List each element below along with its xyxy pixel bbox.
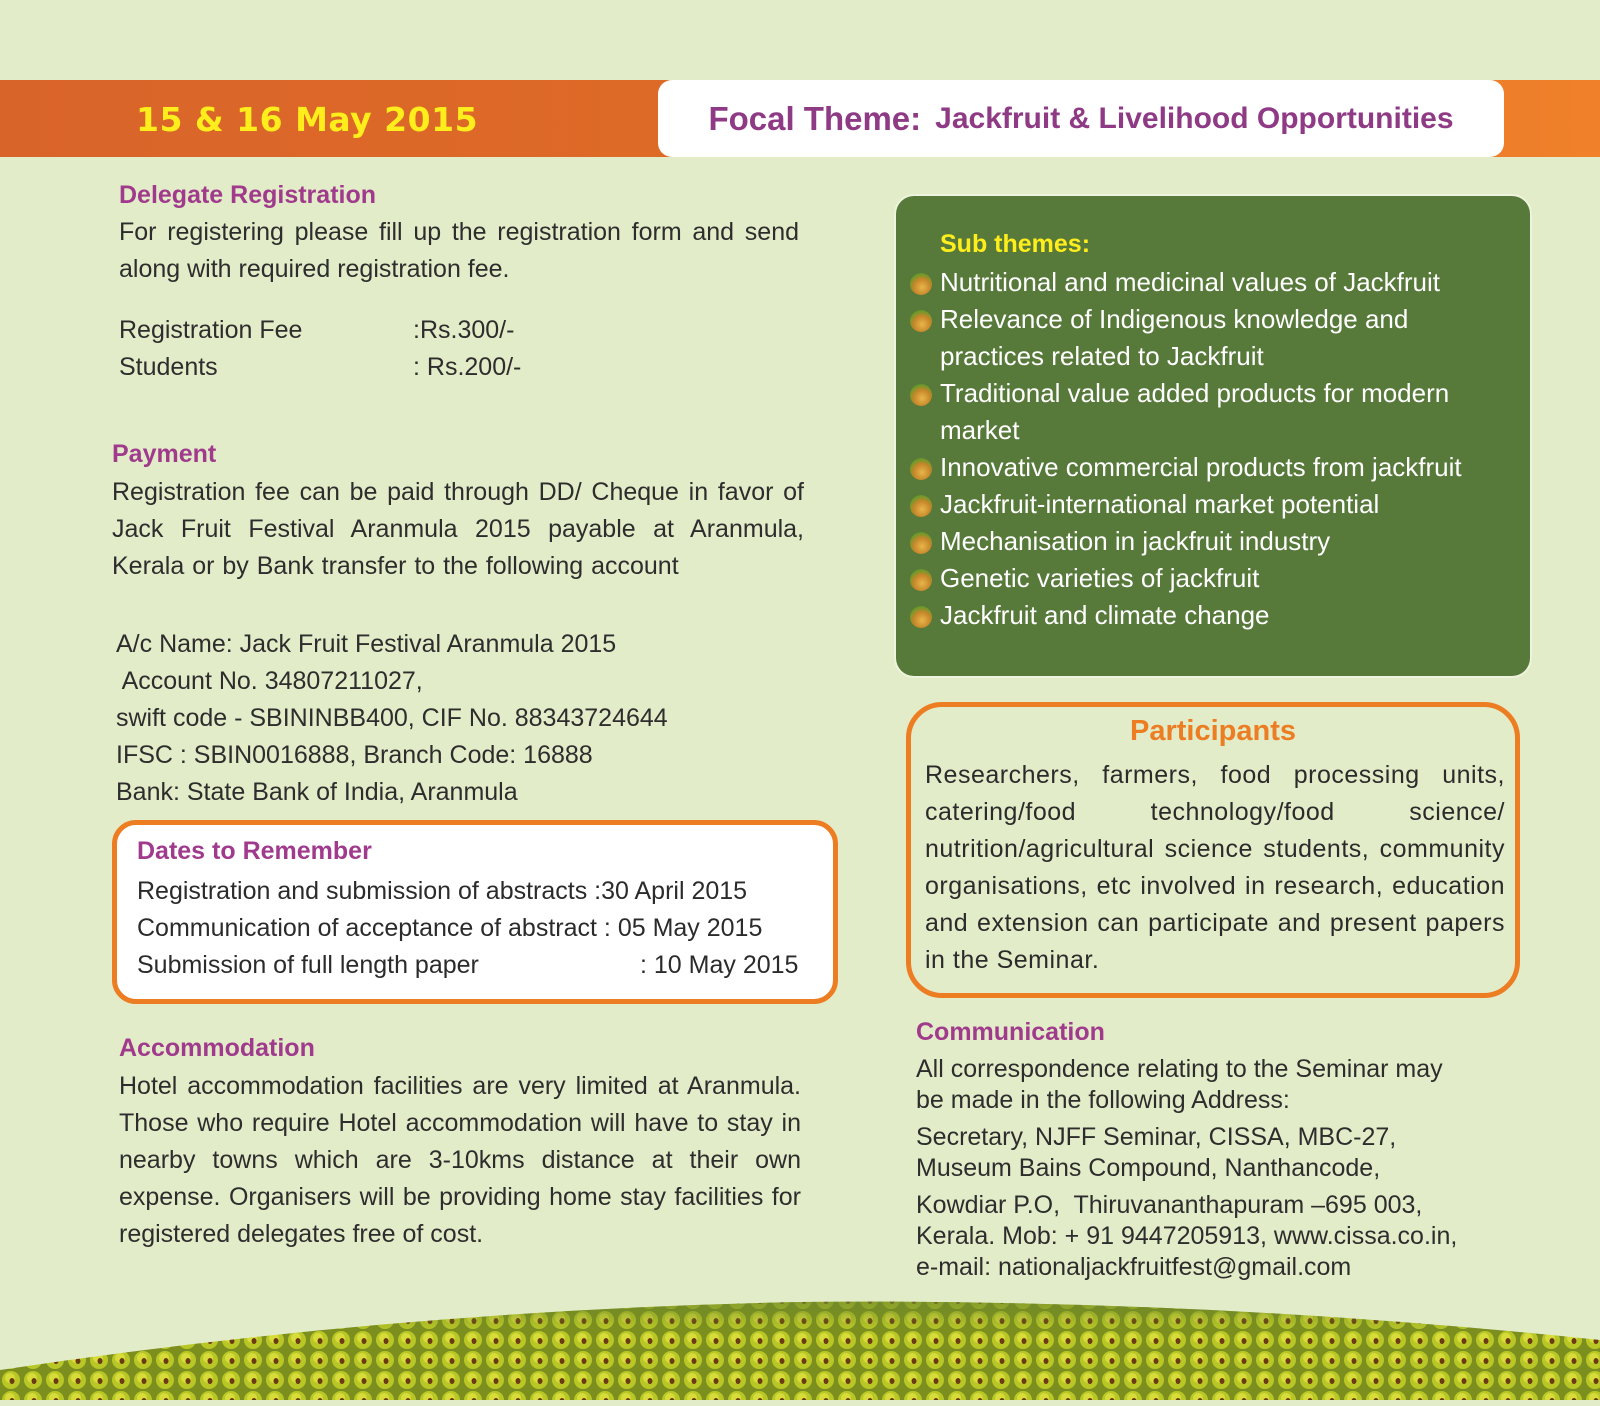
accommodation-text: Hotel accommodation facilities are very limited at Aranmula. Those who require Hotel accommodation will have to stay in nearby towns which are 3-10kms distance at their own expense. Organisers will be providing home stay facilities for registered delegates free of cost. <box>119 1072 801 1248</box>
participants-heading: Participants <box>1130 715 1296 747</box>
delegate-registration-heading: Delegate Registration <box>119 181 377 209</box>
sub-themes-heading: Sub themes: <box>940 230 1091 258</box>
date-value: : 05 May 2015 <box>603 914 763 942</box>
delegate-registration-text: For registering please fill up the registration form and send along with required registration fee. <box>119 218 799 283</box>
list-item: Traditional value added products for modern market <box>910 375 1520 449</box>
account-name: A/c Name: Jack Fruit Festival Aranmula 2015 <box>116 630 617 658</box>
communication-intro: All correspondence relating to the Seminar may <box>916 1055 1443 1083</box>
dates-heading: Dates to Remember <box>137 837 372 865</box>
event-date: 15 & 16 May 2015 <box>136 100 479 139</box>
jackfruit-bullet-icon <box>910 495 932 517</box>
fee-value: :Rs.300/- <box>413 316 515 344</box>
ifsc-branch: IFSC : SBIN0016888, Branch Code: 16888 <box>116 741 593 769</box>
swift-cif: swift code - SBININBB400, CIF No. 88343724644 <box>116 704 668 732</box>
dates-list <box>137 873 798 984</box>
communication-heading: Communication <box>916 1018 1105 1046</box>
fee-value: : Rs.200/- <box>413 353 522 381</box>
jackfruit-bullet-icon <box>910 310 932 332</box>
date-label: Submission of full length paper <box>137 951 479 979</box>
sub-themes-list <box>910 264 1520 634</box>
list-item: Jackfruit and climate change <box>910 597 1520 634</box>
jackfruit-texture-footer <box>0 1290 1600 1406</box>
fee-label: Registration Fee <box>119 316 303 344</box>
participants-text: Researchers, farmers, food processing units, catering/food technology/food science/ nutrition/agricultural science students, community organisations, etc involved in research, education and extension can participate and present papers in the Seminar. <box>925 761 1505 974</box>
focal-theme-box <box>658 80 1504 157</box>
address-line: Kowdiar P.O, Thiruvananthapuram –695 003, <box>916 1191 1423 1219</box>
communication-intro: be made in the following Address: <box>916 1086 1290 1114</box>
fee-row <box>119 349 799 386</box>
list-item: Nutritional and medicinal values of Jackfruit <box>910 264 1520 301</box>
list-item: Relevance of Indigenous knowledge and practices related to Jackfruit <box>910 301 1520 375</box>
date-row <box>137 873 798 910</box>
list-item: Innovative commercial products from jackfruit <box>910 449 1520 486</box>
date-label: Registration and submission of abstracts <box>137 877 595 905</box>
focal-theme-value: Jackfruit & Livelihood Opportunities <box>935 101 1454 135</box>
fee-table <box>119 312 799 386</box>
fee-label: Students <box>119 353 218 381</box>
communication-body <box>916 1054 1536 1283</box>
date-row <box>137 910 798 947</box>
fee-row <box>119 312 799 349</box>
account-details <box>116 626 816 811</box>
participants-box <box>906 702 1520 998</box>
jackfruit-bullet-icon <box>910 384 932 406</box>
list-item: Mechanisation in jackfruit industry <box>910 523 1520 560</box>
jackfruit-bullet-icon <box>910 273 932 295</box>
jackfruit-bullet-icon <box>910 606 932 628</box>
date-value: : 10 May 2015 <box>640 951 799 979</box>
list-item: Genetic varieties of jackfruit <box>910 560 1520 597</box>
accommodation-heading: Accommodation <box>119 1034 315 1062</box>
dates-to-remember-box <box>112 820 838 1004</box>
focal-theme-label: Focal Theme: <box>708 99 922 137</box>
contact-line: Kerala. Mob: + 91 9447205913, www.cissa.co.in, <box>916 1222 1458 1250</box>
date-label: Communication of acceptance of abstract <box>137 914 604 942</box>
payment-text: Registration fee can be paid through DD/ Cheque in favor of Jack Fruit Festival Aranmula 2015 payable at Aranmula, Kerala or by Bank transfer to the following account <box>112 478 804 580</box>
email-line: e-mail: nationaljackfruitfest@gmail.com <box>916 1253 1352 1281</box>
address-line: Museum Bains Compound, Nanthancode, <box>916 1154 1381 1182</box>
address-line: Secretary, NJFF Seminar, CISSA, MBC-27, <box>916 1123 1397 1151</box>
account-number: Account No. 34807211027, <box>116 667 423 695</box>
date-row <box>137 947 798 984</box>
sub-themes-box <box>896 196 1530 676</box>
bank-name: Bank: State Bank of India, Aranmula <box>116 778 518 806</box>
jackfruit-bullet-icon <box>910 458 932 480</box>
jackfruit-bullet-icon <box>910 532 932 554</box>
payment-heading: Payment <box>112 440 217 468</box>
jackfruit-bullet-icon <box>910 569 932 591</box>
list-item: Jackfruit-international market potential <box>910 486 1520 523</box>
date-value: :30 April 2015 <box>594 877 748 905</box>
